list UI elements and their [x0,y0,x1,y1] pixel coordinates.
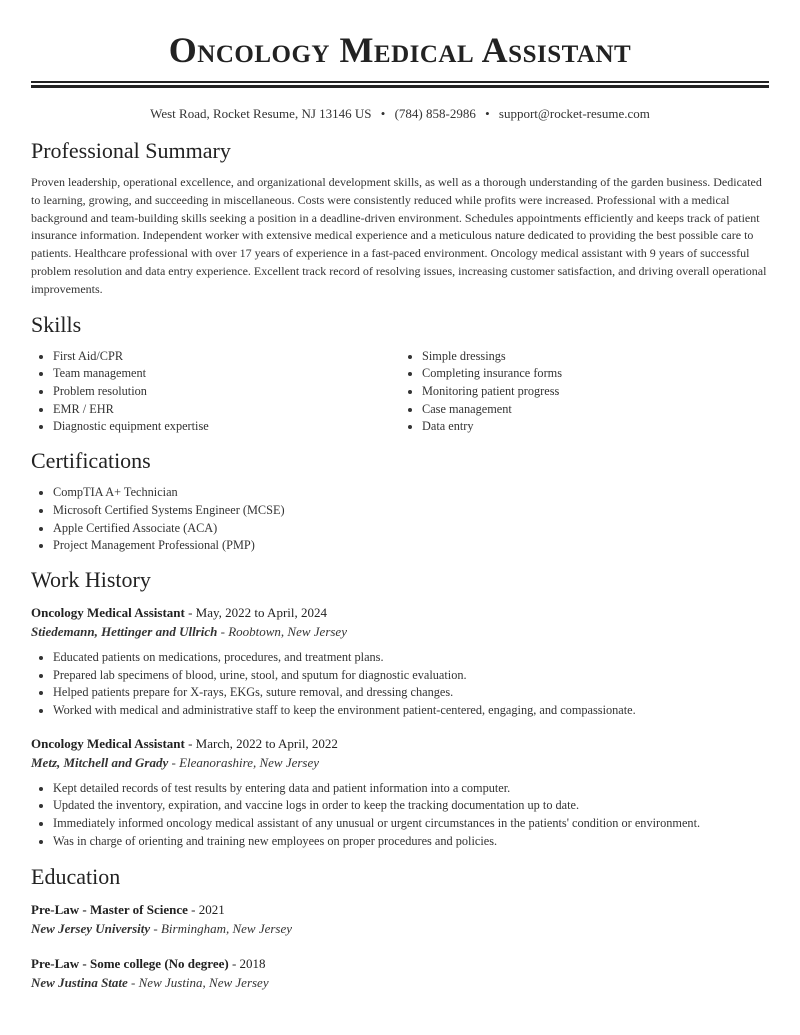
job-bullet: • Immediately informed oncology medical assistant of any unusual or urgent circumstances in the patients' condition or environment. [53,815,769,833]
section-heading: Certifications [31,448,151,474]
job-company-line [31,753,769,772]
school-location: - Birmingham, New Jersey [150,920,293,936]
job-bullet: • Worked with medical and administrative staff to keep the environment patient-centered, engaging, and compassionate. [53,702,769,720]
job-title-line [31,734,769,753]
degree-line [31,954,769,973]
job-dates: - May, 2022 to April, 2024 [184,604,327,620]
education-section [31,863,769,992]
graduation-year: - 2021 [187,901,225,917]
company-name: Metz, Mitchell and Grady [31,754,169,770]
school-name: New Justina State [31,974,128,990]
certification-item: • Microsoft Certified Systems Engineer (MCSE) [53,502,769,520]
certification-item: • Project Management Professional (PMP) [53,537,769,555]
job-bullets [31,649,769,720]
company-location: - Roobtown, New Jersey [217,623,347,639]
job-entry [31,734,769,851]
professional-summary-section [31,137,769,299]
job-bullet: • Updated the inventory, expiration, and vaccine logs in order to keep the tracking documentation up to date. [53,797,769,815]
degree: Pre-Law - Some college (No degree) [31,955,229,971]
job-title: Oncology Medical Assistant [31,604,185,620]
school-location: - New Justina, New Jersey [127,974,269,990]
summary-text: Proven leadership, operational excellence, and organizational development skills, as well as a thorough understanding of the garden business. Dedicated to learning, growing, and succeeding in miscellaneous. Costs were consistently reduced while profits were increased. Professional with a medical background and team-building skills seeking a position in a deadline-driven environment. Schedules appointments efficiently and keeps track of patient insurance information. Independent worker with extensive medical experience and a meticulous nature dedicated to providing the best possible care to patients. Healthcare professional with over 17 years of experience in a fast-paced environment. Oncology medical assistant with 9 years of successful problem resolution and data entry experience. Excellent track record of resolving issues, increasing customer satisfaction, and driving overall operational improvements. [31,175,767,296]
job-dates: - March, 2022 to April, 2022 [184,735,338,751]
skill-item: • Diagnostic equipment expertise [53,418,400,436]
job-bullet: • Helped patients prepare for X-rays, EKGs, suture removal, and dressing changes. [53,684,769,702]
degree-line [31,900,769,919]
section-heading: Education [31,863,121,889]
skill-item: • Case management [422,401,769,419]
contact-address: West Road, Rocket Resume, NJ 13146 US [150,106,372,121]
contact-line [31,105,769,123]
education-entry [31,900,769,938]
skill-item: • Data entry [422,418,769,436]
job-bullet: • Prepared lab specimens of blood, urine, stool, and sputum for diagnostic evaluation. [53,667,769,685]
divider-line-thin [31,81,769,83]
skills-section [31,311,769,437]
skill-item: • Monitoring patient progress [422,383,769,401]
graduation-year: - 2018 [228,955,266,971]
company-name: Stiedemann, Hettinger and Ullrich [31,623,218,639]
school-line [31,973,769,992]
skill-item: • Simple dressings [422,348,769,366]
skill-item: • Team management [53,365,400,383]
job-entry [31,603,769,720]
section-heading: Skills [31,311,82,337]
divider-line-thick [31,85,769,88]
certification-item: • CompTIA A+ Technician [53,484,769,502]
section-heading: Work History [31,566,151,592]
school-name: New Jersey University [31,920,151,936]
education-entry [31,954,769,992]
skill-item: • First Aid/CPR [53,348,400,366]
contact-phone: (784) 858-2986 [394,106,476,121]
certifications-list [31,484,769,555]
candidate-name: Oncology Medical Assistant [168,30,632,70]
skills-columns [31,348,769,437]
certifications-section [31,447,769,555]
bullet-separator: • [380,106,386,121]
skill-item: • Problem resolution [53,383,400,401]
job-title: Oncology Medical Assistant [31,735,185,751]
section-heading: Professional Summary [31,138,231,163]
job-bullet: • Educated patients on medications, procedures, and treatment plans. [53,649,769,667]
job-bullet: • Was in charge of orienting and training new employees on proper procedures and policies. [53,833,769,851]
job-bullet: • Kept detailed records of test results by entering data and patient information into a computer. [53,780,769,798]
company-location: - Eleanorashire, New Jersey [168,754,320,770]
job-company-line [31,622,769,641]
skill-item: • Completing insurance forms [422,365,769,383]
bullet-separator: • [485,106,490,121]
skill-item: • EMR / EHR [53,401,400,419]
degree: Pre-Law - Master of Science [31,901,188,917]
school-line [31,919,769,938]
certification-item: • Apple Certified Associate (ACA) [53,520,769,538]
job-bullets [31,780,769,851]
job-title-line [31,603,769,622]
contact-email[interactable]: support@rocket-resume.com [498,106,650,121]
skills-list-right [400,348,769,437]
work-history-section [31,566,769,851]
skills-list-left [31,348,400,437]
header-divider [31,81,769,88]
